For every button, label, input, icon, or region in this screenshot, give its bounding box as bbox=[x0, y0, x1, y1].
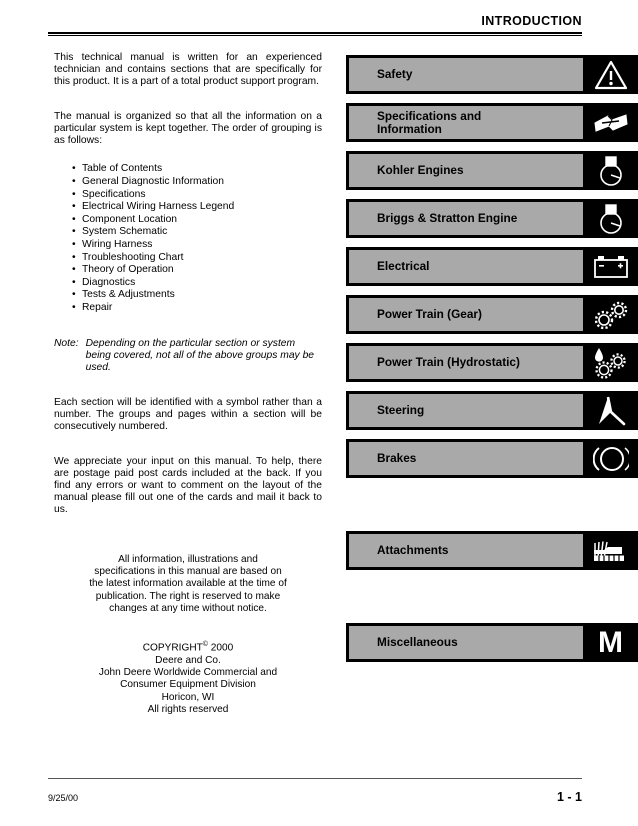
tab-label: Brakes bbox=[377, 451, 417, 465]
list-item: • Tests & Adjustments bbox=[54, 289, 322, 302]
note-label: Note: bbox=[54, 337, 79, 349]
page-footer bbox=[48, 778, 582, 804]
section-tab-safety[interactable] bbox=[346, 55, 638, 94]
tab-icon-box bbox=[583, 346, 638, 379]
copyright-symbol: © bbox=[202, 641, 208, 649]
engine-icon bbox=[596, 155, 626, 187]
section-tab-specifications-and-information[interactable] bbox=[346, 103, 638, 142]
symbol-paragraph: Each section will be identified with a symbol rather than a number. The groups and pages within a section will be consecutively numbered. bbox=[54, 397, 322, 433]
tab-group-spacer bbox=[346, 579, 638, 623]
mower-deck-icon bbox=[591, 536, 631, 566]
copyright-line: All rights reserved bbox=[147, 704, 229, 716]
disclaimer-block bbox=[54, 554, 322, 615]
letter-m-icon: M bbox=[598, 625, 623, 659]
section-tab-briggs-stratton-engine[interactable] bbox=[346, 199, 638, 238]
list-item: • Table of Contents bbox=[54, 163, 322, 176]
copyright-line: Horicon, WI bbox=[161, 691, 215, 703]
tab-label-box bbox=[349, 394, 583, 427]
tab-label-box bbox=[349, 626, 583, 659]
tab-label: Electrical bbox=[377, 259, 430, 273]
tab-label: Kohler Engines bbox=[377, 163, 464, 177]
list-item: • General Diagnostic Information bbox=[54, 176, 322, 189]
copyright-line: Consumer Equipment Division bbox=[120, 679, 256, 691]
tab-label-box bbox=[349, 58, 583, 91]
tab-label: Power Train (Gear) bbox=[377, 307, 482, 321]
tab-label: Safety bbox=[377, 67, 413, 81]
note-block bbox=[54, 338, 322, 375]
tab-icon-box bbox=[583, 298, 638, 331]
copyright-year: 2000 bbox=[210, 642, 234, 654]
list-item: • Component Location bbox=[54, 214, 322, 227]
section-tab-power-train-gear[interactable] bbox=[346, 295, 638, 334]
engine-icon bbox=[596, 203, 626, 235]
warning-triangle-icon bbox=[594, 60, 628, 90]
tab-icon-box bbox=[583, 394, 638, 427]
open-book-icon bbox=[592, 110, 630, 136]
list-item: • Troubleshooting Chart bbox=[54, 252, 322, 265]
tab-icon-box bbox=[583, 442, 638, 475]
copyright-line: Deere and Co. bbox=[155, 654, 221, 666]
feedback-paragraph: We appreciate your input on this manual. To help, there are postage paid post cards included at the back. If you find any errors or want to comment on the layout of the manual please fill out one of the cards and mail it back to us. bbox=[54, 456, 322, 515]
section-tab-list bbox=[346, 55, 638, 671]
tab-label-box bbox=[349, 106, 583, 139]
gears-droplet-icon bbox=[590, 346, 632, 380]
tab-label-box bbox=[349, 346, 583, 379]
disclaimer-line: specifications in this manual are based on bbox=[94, 566, 282, 577]
disclaimer-line: All information, illustrations and bbox=[118, 553, 258, 565]
page-header bbox=[48, 14, 582, 36]
tab-icon-box bbox=[583, 250, 638, 283]
tab-label: Attachments bbox=[377, 543, 449, 557]
copyright-word: COPYRIGHT bbox=[142, 642, 203, 654]
tab-icon-box bbox=[583, 534, 638, 567]
tab-icon-box bbox=[583, 58, 638, 91]
section-tab-brakes[interactable] bbox=[346, 439, 638, 478]
tab-label-line2: Information bbox=[377, 121, 442, 136]
intro-paragraph: This technical manual is written for an experienced technician and contains sections that are specifically for this product. It is a part of a total product support program. bbox=[54, 52, 322, 87]
footer-page-number: 1 - 1 bbox=[556, 790, 582, 804]
list-item: • Electrical Wiring Harness Legend bbox=[54, 201, 322, 214]
tab-label: Steering bbox=[377, 403, 425, 417]
section-tab-electrical[interactable] bbox=[346, 247, 638, 286]
list-item: • Theory of Operation bbox=[54, 264, 322, 277]
section-tab-power-train-hydrostatic[interactable] bbox=[346, 343, 638, 382]
footer-date: 9/25/00 bbox=[48, 793, 79, 803]
disclaimer-line: changes at any time without notice. bbox=[109, 602, 267, 614]
section-tab-attachments[interactable] bbox=[346, 531, 638, 570]
header-divider bbox=[48, 32, 582, 36]
section-tab-steering[interactable] bbox=[346, 391, 638, 430]
tab-label: Briggs & Stratton Engine bbox=[377, 211, 518, 225]
group-list bbox=[54, 163, 322, 314]
steering-wheel-icon bbox=[594, 395, 628, 427]
section-tab-miscellaneous[interactable] bbox=[346, 623, 638, 662]
section-tab-kohler-engines[interactable] bbox=[346, 151, 638, 190]
disclaimer-line: the latest information available at the time of bbox=[89, 578, 287, 590]
tab-icon-box bbox=[583, 154, 638, 187]
disclaimer-line: publication. The right is reserved to make bbox=[95, 590, 281, 602]
tab-icon-box bbox=[583, 626, 638, 659]
tab-label: Miscellaneous bbox=[377, 635, 458, 649]
gears-icon bbox=[591, 299, 631, 331]
tab-label-box bbox=[349, 250, 583, 283]
tab-label: Specifications and bbox=[377, 108, 482, 123]
tab-icon-box bbox=[583, 106, 638, 139]
note-text: Depending on the particular section or system being covered, not all of the above groups may be used. bbox=[85, 337, 315, 374]
tab-label-box bbox=[349, 154, 583, 187]
tab-label-box bbox=[349, 534, 583, 567]
copyright-line bbox=[54, 639, 322, 655]
left-text-column bbox=[54, 52, 322, 716]
organization-paragraph: The manual is organized so that all the information on a particular system is kept together. The order of grouping is as follows: bbox=[54, 110, 322, 146]
list-item: • Wiring Harness bbox=[54, 239, 322, 252]
copyright-block bbox=[54, 639, 322, 716]
tab-label-box bbox=[349, 202, 583, 235]
list-item: • Repair bbox=[54, 302, 322, 315]
tab-label-box bbox=[349, 298, 583, 331]
page-title: INTRODUCTION bbox=[481, 14, 582, 28]
brake-disc-icon bbox=[593, 443, 629, 475]
tab-group-spacer bbox=[346, 487, 638, 531]
list-item: • Specifications bbox=[54, 189, 322, 202]
tab-icon-box bbox=[583, 202, 638, 235]
battery-icon bbox=[592, 254, 630, 280]
copyright-line: John Deere Worldwide Commercial and bbox=[98, 667, 278, 679]
footer-divider bbox=[48, 778, 582, 779]
tab-label-box bbox=[349, 442, 583, 475]
list-item: • Diagnostics bbox=[54, 277, 322, 290]
tab-label: Power Train (Hydrostatic) bbox=[377, 355, 520, 369]
list-item: • System Schematic bbox=[54, 226, 322, 239]
